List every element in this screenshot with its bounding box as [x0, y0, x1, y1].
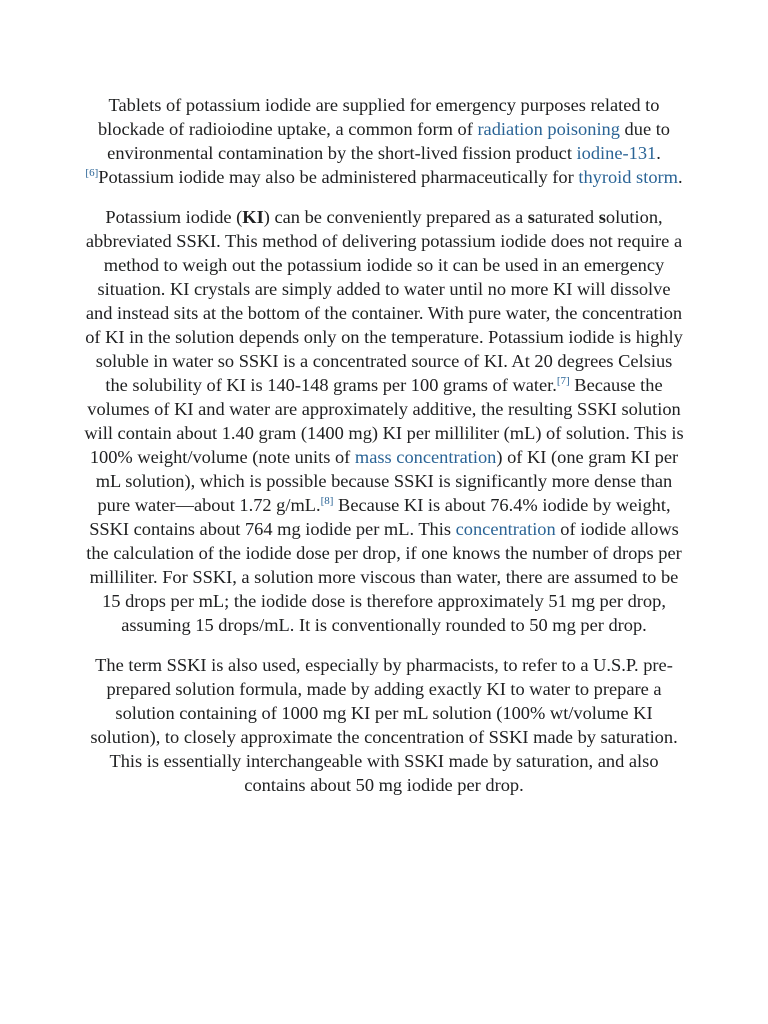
p3-text: The term SSKI is also used, especially by pharmacists, to refer to a U.S.P. pre-prepared solution formula, made by adding exactly KI to water to prepare a solution containing of 1000 mg KI per mL solution (100% wt/volume KI solution), to closely approximate the concentration of SSKI made by saturation. This is essentially interchangeable with SSKI made by saturation, and also contains about 50 mg iodide per drop.	[90, 655, 678, 795]
p1-text-3: .	[656, 143, 661, 163]
p2-text-7: Because KI is about 76.4% iodide by weight, SSKI contains about 764 mg iodide per mL. This	[89, 495, 671, 539]
p1-text-4: Potassium iodide may also be administered pharmaceutically for	[98, 167, 579, 187]
p2-text-8: of iodide allows the calculation of the iodide dose per drop, if one knows the number of drops per milliliter. For SSKI, a solution more viscous than water, there are assumed to be 15 drops per mL; the iodide dose is therefore approximately 51 mg per drop, assuming 15 drops/mL. It is conventionally rounded to 50 mg per drop.	[86, 519, 682, 635]
paragraph-usp-formula	[84, 653, 684, 797]
article-body	[84, 93, 684, 813]
paragraph-emergency-use	[84, 93, 684, 189]
link-thyroid-storm[interactable]: thyroid storm	[578, 167, 678, 187]
p2-text-4: olution, abbreviated SSKI. This method of delivering potassium iodide does not require a method to weigh out the potassium iodide so it can be used in an emergency situation. KI crystals are simply added to water until no more KI will dissolve and instead sits at the bottom of the container. With pure water, the concentration of KI in the solution depends only on the temperature. Potassium iodide is highly soluble in water so SSKI is a concentrated source of KI. At 20 degrees Celsius the solubility of KI is 140-148 grams per 100 grams of water.	[85, 207, 683, 395]
p1-text-2: due to environmental contamination by the short-lived fission product	[107, 119, 671, 163]
p2-text-3: aturated	[534, 207, 599, 227]
p2-text-2: ) can be conveniently prepared as a	[263, 207, 528, 227]
reference-7[interactable]: [7]	[556, 374, 570, 387]
bold-s-saturated: s	[527, 207, 535, 227]
reference-8[interactable]: [8]	[320, 494, 334, 507]
bold-ki: KI	[242, 207, 264, 227]
link-mass-concentration[interactable]: mass concentration	[354, 447, 497, 467]
bold-s-solution: s	[598, 207, 606, 227]
p2-text-6: ) of KI (one gram KI per mL solution), which is possible because SSKI is significantly more dense than pure water—about 1.72 g/mL.	[95, 447, 679, 515]
reference-6[interactable]: [6]	[85, 166, 99, 179]
p2-text-5: Because the volumes of KI and water are approximately additive, the resulting SSKI solution will contain about 1.40 gram (1400 mg) KI per milliliter (mL) of solution. This is 100% weight/volume (note units of	[84, 375, 684, 467]
p2-text-1: Potassium iodide (	[105, 207, 243, 227]
link-iodine-131[interactable]: iodine-131	[576, 143, 657, 163]
p1-text-1: Tablets of potassium iodide are supplied for emergency purposes related to blockade of radioiodine uptake, a common form of	[97, 95, 660, 139]
link-concentration[interactable]: concentration	[455, 519, 556, 539]
paragraph-sski-preparation	[84, 205, 684, 637]
link-radiation-poisoning[interactable]: radiation poisoning	[477, 119, 620, 139]
p1-text-5: .	[677, 167, 683, 187]
